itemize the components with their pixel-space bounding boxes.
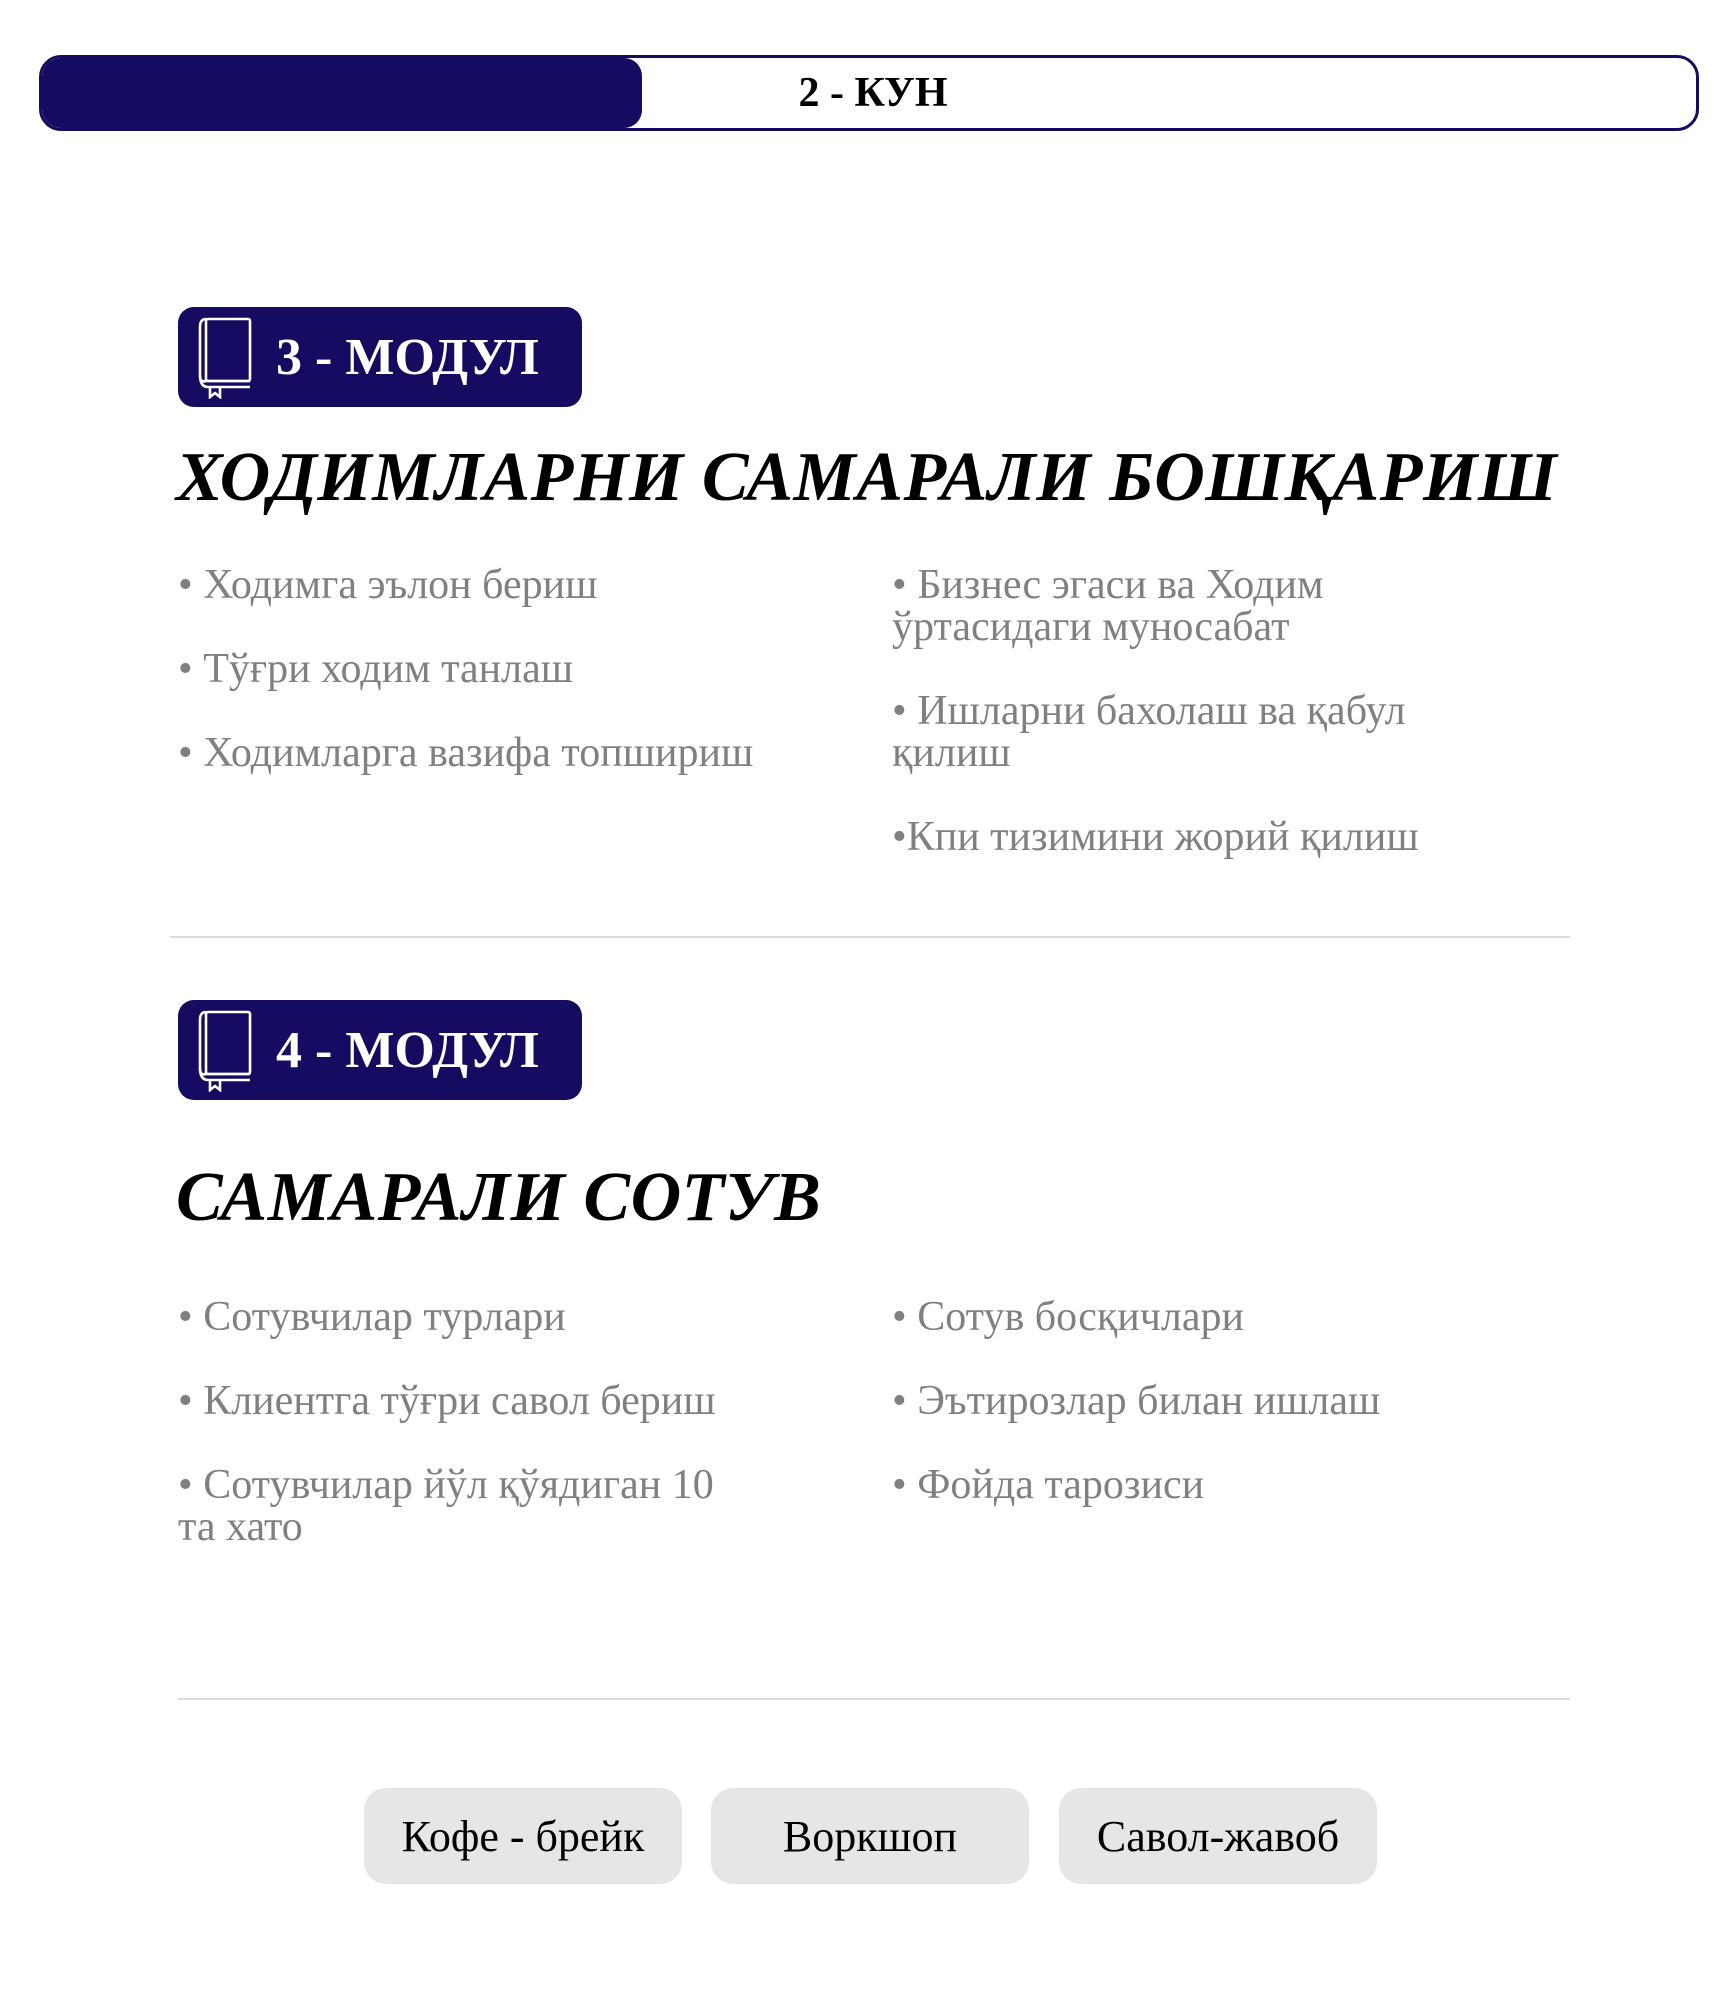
module-title: ХОДИМЛАРНИ САМАРАЛИ БОШҚАРИШ: [176, 439, 1558, 516]
topic-item: • Ходимларга вазифа топшириш: [178, 730, 754, 776]
topic-item: • Ишларни бахолаш ва қабул қилиш: [892, 688, 1406, 776]
topic-item: • Сотувчилар йўл қўядиган 10 та хато: [178, 1462, 714, 1550]
module-badge-3: [178, 307, 582, 407]
book-icon: [196, 315, 256, 399]
qa-pill: Савол-жавоб: [1059, 1788, 1377, 1884]
section-divider: [170, 936, 1570, 938]
topic-item: • Фойда тарозиси: [892, 1462, 1205, 1508]
topic-item: • Эътирозлар билан ишлаш: [892, 1378, 1381, 1424]
module-badge-label: 3 - МОДУЛ: [276, 328, 539, 386]
topic-item: • Ходимга эълон бериш: [178, 562, 598, 608]
topic-item: • Бизнес эгаси ва Ходим ўртасидаги муносабат: [892, 562, 1324, 650]
topic-item: •Кпи тизимини жорий қилиш: [892, 814, 1419, 860]
module-title: САМАРАЛИ СОТУВ: [176, 1159, 822, 1236]
topic-list-right: [892, 564, 1512, 900]
section-divider: [178, 1698, 1570, 1700]
coffee-break-pill: Кофе - брейк: [364, 1788, 682, 1884]
topic-item: • Клиентга тўғри савол бериш: [178, 1378, 716, 1424]
book-icon: [196, 1008, 256, 1092]
topic-item: • Сотув босқичлари: [892, 1294, 1244, 1340]
module-badge-4: [178, 1000, 582, 1100]
topic-list-right: [892, 1296, 1512, 1548]
day-label: 2 - КУН: [798, 70, 948, 116]
topic-item: • Сотувчилар турлари: [178, 1294, 566, 1340]
topic-list-left: [178, 1296, 798, 1590]
workshop-pill: Воркшоп: [711, 1788, 1029, 1884]
topic-list-left: [178, 564, 858, 816]
module-badge-label: 4 - МОДУЛ: [276, 1021, 539, 1079]
topic-item: • Тўғри ходим танлаш: [178, 646, 574, 692]
day-progress-bar: [39, 55, 1699, 131]
